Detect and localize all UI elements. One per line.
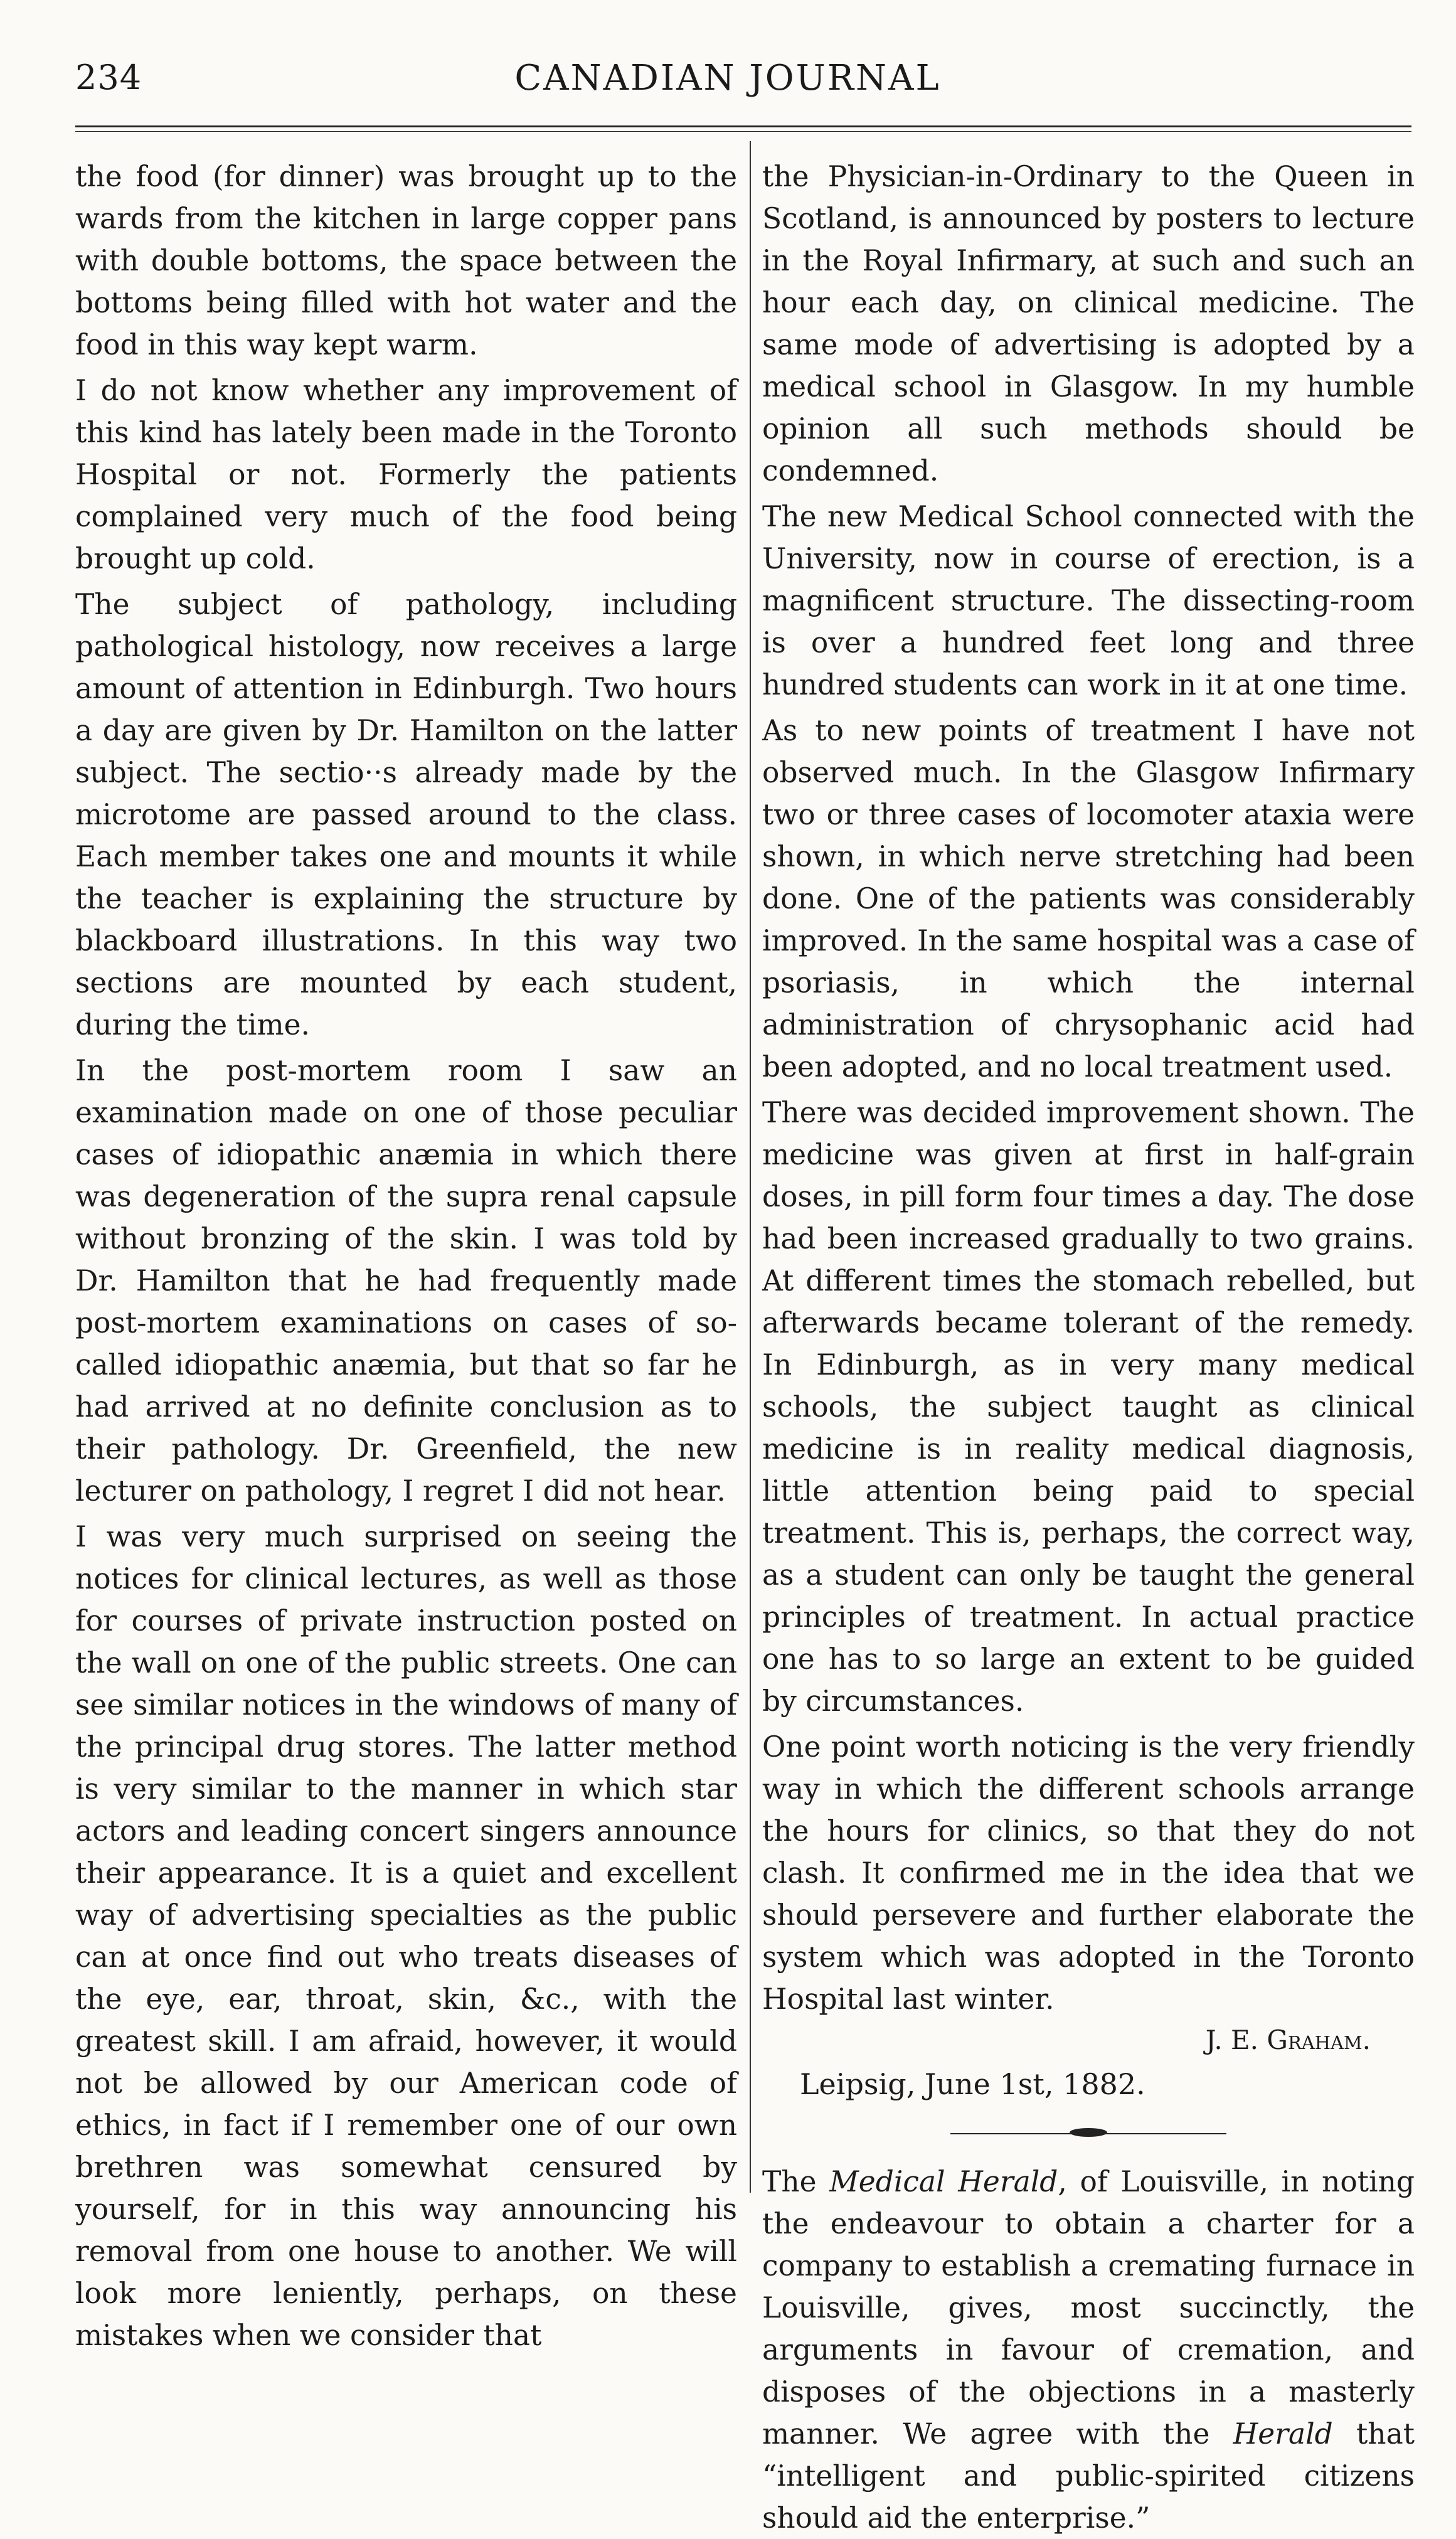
paragraph: I do not know whether any improvement of this kind has lately been made in the Toronto Hospital or not. Formerly the patients complained very much of the food being brought up cold. [75,374,737,575]
paragraph: In the post-mortem room I saw an examination made on one of those peculiar cases of idiopathic anæmia in which there was degeneration of the supra renal capsule without bronzing of the skin. I was told by Dr. Hamilton that he had frequently made post-mortem examinations on cases of so-called idiopathic anæmia, but that so far he had arrived at no definite conclusion as to their pathology. Dr. Greenfield, the new lecturer on pathology, I regret I did not hear. [75,1054,737,1508]
paragraph: As to new points of treatment I have not observed much. In the Glasgow Infirmary two or three cases of locomoter ataxia were shown, in which nerve stretching had been done. One of the patients was considerably improved. In the same hospital was a case of psoriasis, in which the internal administration of chrysophanic acid had been adopted, and no local treatment used. [762,714,1415,1083]
publication-title: Herald [1233,2417,1333,2451]
section-ornament [950,2131,1226,2137]
paragraph: There was decided improvement shown. The medicine was given at first in half-grain doses, in pill form four times a day. The dose had been increased gradually to two grains. At different times the stomach rebelled, but afterwards became tolerant of the remedy. In Edinburgh, as in very many medical schools, the subject taught as clinical medicine is in reality medical diagnosis, little attention being paid to special treatment. This is, perhaps, the correct way, as a student can only be taught the general principles of treatment. In actual practice one has to so large an extent to be guided by circumstances. [762,1096,1415,1718]
text-run: The [762,2165,830,2198]
header-rule [75,125,1411,132]
text-run: , of Louisville, in noting the endeavour to obtain a charter for a company to establish a cremating furnace in Louisville, gives, most succinctly, the arguments in favour of cremation, and disposes of the objections in a masterly manner. We agree with the [762,2165,1415,2451]
ornament-knot [1070,2128,1107,2137]
paragraph: The subject of pathology, including pathological histology, now receives a large amount of attention in Edinburgh. Two hours a day are given by Dr. Hamilton on the latter subject. The sectio··s already made by the microtome are passed around to the class. Each member takes one and mounts it while the teacher is explaining the structure by blackboard illustrations. In this way two sections are mounted by each student, during the time. [75,588,737,1041]
dateline: Leipsig, June 1st, 1882. [800,2067,1145,2101]
column-divider [750,141,751,2193]
page-number: 234 [75,58,142,97]
paragraph: I was very much surprised on seeing the notices for clinical lectures, as well as those for courses of private instruction posted on the wall on one of the public streets. One can see similar notices in the windows of many of the principal drug stores. The latter method is very similar to the manner in which star actors and leading concert singers announce their appearance. It is a quiet and excellent way of advertising specialties as the public can at once find out who treats diseases of the eye, ear, throat, skin, &c., with the greatest skill. I am afraid, however, it would not be allowed by our American code of ethics, in fact if I remember one of our own brethren was somewhat censured by yourself, for in this way announcing his removal from one house to another. We will look more leniently, perhaps, on these mistakes when we consider that [75,1520,737,2352]
paragraph: the food (for dinner) was brought up to the wards from the kitchen in large copper pans with double bottoms, the space between the bottoms being filled with hot water and the food in this way kept warm. [75,160,737,361]
left-column [75,156,737,2352]
paragraph [762,2161,1415,2539]
paragraph: One point worth noticing is the very friendly way in which the different schools arrange the hours for clinics, so that they do not clash. It confirmed me in the idea that we should persevere and further elaborate the system which was adopted in the Toronto Hospital last winter. [762,1730,1415,2016]
running-head: CANADIAN JOURNAL [514,58,941,98]
paragraph: the Physician-in-Ordinary to the Queen in Scotland, is announced by posters to lecture in the Royal Infirmary, at such and such an hour each day, on clinical medicine. The same mode of advertising is adopted by a medical school in Glasgow. In my humble opinion all such methods should be condemned. [762,160,1415,487]
author-signature: J. E. Graham. [1205,2025,1371,2055]
publication-title: Medical Herald [829,2165,1058,2198]
right-column [762,156,1415,2535]
page-header [75,58,1380,114]
text-run: that “intelligent and public-spirited citizens should aid the enterprise.” [762,2417,1415,2535]
paragraph: The new Medical School connected with the University, now in course of erection, is a magnificent structure. The dissecting-room is over a hundred feet long and three hundred students can work in it at one time. [762,500,1415,701]
